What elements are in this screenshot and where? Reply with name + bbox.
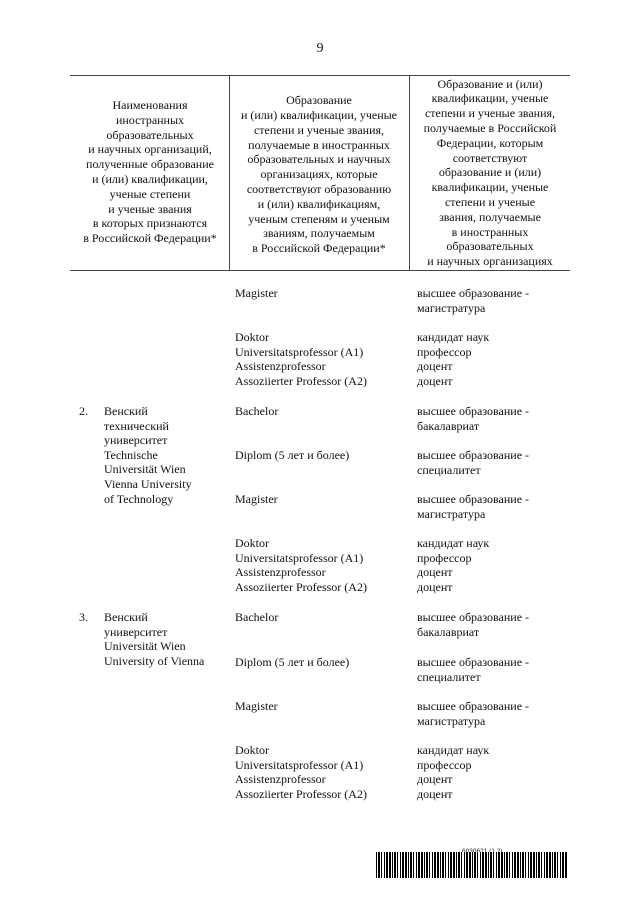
qualification-original: Doktor Universitatsprofessor (A1) Assistenzprofessor Assoziierter Professor (A2) [235,330,367,388]
header-foreign-organizations: Наименования иностранных образовательных и научных организаций, полученные образование и (или) квалификации, ученые степени и ученые звания в которых признаются в Российской Федерации* [83,98,217,246]
qualification-russian: высшее образование - специалитет [417,655,530,684]
qualification-original: Bachelor [235,610,279,624]
qualification-original: Magister [235,492,278,506]
university-name: Венский университет Universität Wien University of Vienna [104,610,205,668]
qualification-russian: высшее образование - магистратура [417,492,530,521]
qualification-russian: кандидат наук профессор доцент доцент [417,330,490,388]
qualification-russian: высшее образование - магистратура [417,699,530,728]
qualification-russian: высшее образование - бакалавриат [417,610,530,639]
header-foreign-qualifications: Образование и (или) квалификации, ученые степени и ученые звания, получаемые в иностранных образовательных и научных организациях, которые соответствуют образованию и (или) квалификациям, ученым степеням и ученым званиям, получаемым в Российской Федерации* [240,93,398,256]
row-number: 3. [79,610,88,624]
barcode-icon [376,852,568,878]
qualification-original: Diplom (5 лет и более) [235,655,350,669]
row-number: 2. [79,404,88,418]
qualification-russian: высшее образование - бакалавриат [417,404,530,433]
university-name: Венский технический университет Technische Universität Wien Vienna University of Technology [104,404,192,506]
qualification-original: Magister [235,286,278,300]
page-number: 9 [316,41,324,56]
qualification-russian: высшее образование - специалитет [417,448,530,477]
qualification-original: Diplom (5 лет и более) [235,448,350,462]
header-russian-qualifications: Образование и (или) квалификации, ученые степени и ученые звания, получаемые в Российской Федерации, которым соответствуют образование и (или) квалификации, ученые степени и ученые звания, получаемые в иностранных образовательных и научных организациях [423,76,557,269]
qualification-original: Magister [235,699,278,713]
qualification-original: Doktor Universitatsprofessor (A1) Assistenzprofessor Assoziierter Professor (A2) [235,536,367,594]
qualification-russian: высшее образование - магистратура [417,286,530,315]
qualification-russian: кандидат наук профессор доцент доцент [417,743,490,801]
table-header-rule [70,270,570,271]
qualification-russian: кандидат наук профессор доцент доцент [417,536,490,594]
qualification-original: Bachelor [235,404,279,418]
qualification-original: Doktor Universitatsprofessor (A1) Assistenzprofessor Assoziierter Professor (A2) [235,743,367,801]
